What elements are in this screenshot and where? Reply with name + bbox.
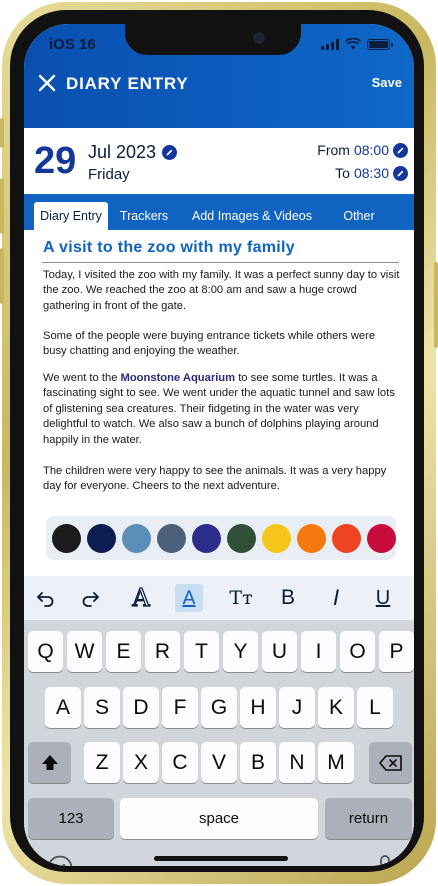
redo-button[interactable] bbox=[77, 584, 105, 612]
to-label: To bbox=[335, 165, 350, 181]
redo-icon bbox=[80, 587, 102, 609]
front-camera bbox=[253, 32, 265, 44]
key-o[interactable]: O bbox=[340, 631, 375, 672]
color-swatch[interactable] bbox=[332, 524, 361, 553]
key-q[interactable]: Q bbox=[28, 631, 63, 672]
key-p[interactable]: P bbox=[379, 631, 414, 672]
bold-button[interactable] bbox=[274, 584, 302, 612]
entry-paragraph-3[interactable] bbox=[43, 371, 401, 448]
key-v[interactable]: V bbox=[201, 742, 237, 783]
page-title: DIARY ENTRY bbox=[66, 74, 189, 93]
keyboard bbox=[24, 620, 414, 866]
entry-paragraph-1[interactable]: Today, I visited the zoo with my family. It was a perfect sunny day to visit the zoo. We reached the zoo at 8:00 am and saw a huge crowd gathering in front of the gate. bbox=[43, 269, 400, 312]
key-l[interactable]: L bbox=[357, 687, 393, 728]
emoji-icon bbox=[46, 854, 74, 866]
edit-date-icon[interactable] bbox=[162, 145, 177, 160]
backspace-key[interactable] bbox=[369, 742, 412, 783]
text-size-button[interactable] bbox=[227, 584, 255, 612]
key-s[interactable]: S bbox=[84, 687, 120, 728]
edit-from-time-icon[interactable] bbox=[393, 143, 408, 158]
cellular-signal-icon bbox=[321, 39, 339, 50]
paragraph-3-end: to see some turtles. It was a fascinating sight to see. We went under the aquatic tunnel and saw lots of glistening sea creatures. Their fidgeting in the water was very delightful to watch. We also saw a bunch of dolphins playing around happily in the water. bbox=[43, 372, 395, 446]
backspace-icon bbox=[378, 753, 404, 773]
key-d[interactable]: D bbox=[123, 687, 159, 728]
entry-paragraph-2[interactable]: Some of the people were buying entrance tickets while others were busy chatting and enjoying the weather. bbox=[43, 330, 376, 358]
app-header bbox=[24, 24, 414, 128]
close-icon bbox=[36, 72, 58, 94]
key-t[interactable]: T bbox=[184, 631, 219, 672]
power-button bbox=[434, 262, 438, 348]
volume-up-button bbox=[0, 178, 4, 234]
volume-down-button bbox=[0, 248, 4, 304]
save-button[interactable]: Save bbox=[371, 75, 402, 90]
status-time: iOS 16 bbox=[49, 36, 96, 53]
day-number[interactable]: 29 bbox=[34, 140, 77, 182]
to-time-value: 08:30 bbox=[353, 165, 389, 181]
from-time[interactable] bbox=[317, 142, 408, 158]
color-swatch[interactable] bbox=[87, 524, 116, 553]
formatting-toolbar bbox=[24, 576, 414, 620]
tab-diary-entry[interactable]: Diary Entry bbox=[34, 202, 108, 230]
key-r[interactable]: R bbox=[145, 631, 180, 672]
key-n[interactable]: N bbox=[279, 742, 315, 783]
notch bbox=[125, 24, 301, 55]
key-c[interactable]: C bbox=[162, 742, 198, 783]
font-style-button[interactable] bbox=[127, 584, 155, 612]
color-swatch[interactable] bbox=[227, 524, 256, 553]
undo-button[interactable] bbox=[31, 584, 59, 612]
key-i[interactable]: I bbox=[301, 631, 336, 672]
shift-key[interactable] bbox=[28, 742, 71, 783]
battery-icon bbox=[367, 39, 390, 50]
tab-bar bbox=[24, 194, 414, 230]
key-k[interactable]: K bbox=[318, 687, 354, 728]
underline-button[interactable] bbox=[369, 584, 397, 612]
dictation-button[interactable] bbox=[375, 854, 395, 866]
tab-trackers[interactable]: Trackers bbox=[119, 209, 169, 223]
key-e[interactable]: E bbox=[106, 631, 141, 672]
key-a[interactable]: A bbox=[45, 687, 81, 728]
font-outline-icon: A bbox=[132, 584, 150, 612]
from-time-value: 08:00 bbox=[353, 142, 389, 158]
undo-icon bbox=[34, 587, 56, 609]
status-icons bbox=[321, 38, 390, 50]
key-z[interactable]: Z bbox=[84, 742, 120, 783]
key-y[interactable]: Y bbox=[223, 631, 258, 672]
key-w[interactable]: W bbox=[67, 631, 102, 672]
underline-icon: U bbox=[375, 586, 391, 609]
shift-icon bbox=[40, 753, 60, 773]
emoji-button[interactable] bbox=[46, 854, 74, 866]
month-year[interactable] bbox=[88, 142, 177, 163]
tab-add-images-videos[interactable]: Add Images & Videos bbox=[192, 209, 312, 223]
from-label: From bbox=[317, 142, 350, 158]
edit-to-time-icon[interactable] bbox=[393, 166, 408, 181]
color-swatch[interactable] bbox=[52, 524, 81, 553]
italic-icon: I bbox=[332, 585, 340, 610]
color-swatch[interactable] bbox=[297, 524, 326, 553]
microphone-icon bbox=[375, 854, 395, 866]
italic-button[interactable] bbox=[322, 584, 350, 612]
month-year-label: Jul 2023 bbox=[88, 142, 157, 162]
silent-switch bbox=[0, 118, 4, 148]
space-key[interactable]: space bbox=[120, 798, 318, 839]
color-swatch[interactable] bbox=[367, 524, 396, 553]
key-u[interactable]: U bbox=[262, 631, 297, 672]
weekday: Friday bbox=[88, 166, 130, 183]
wifi-icon bbox=[345, 38, 361, 50]
key-m[interactable]: M bbox=[318, 742, 354, 783]
color-swatch[interactable] bbox=[192, 524, 221, 553]
color-swatch[interactable] bbox=[122, 524, 151, 553]
tab-other[interactable]: Other bbox=[343, 209, 375, 223]
entry-title[interactable]: A visit to the zoo with my family bbox=[43, 239, 296, 256]
to-time[interactable] bbox=[335, 165, 408, 181]
font-highlight-icon: A bbox=[182, 587, 196, 609]
key-j[interactable]: J bbox=[279, 687, 315, 728]
key-b[interactable]: B bbox=[240, 742, 276, 783]
key-x[interactable]: X bbox=[123, 742, 159, 783]
home-indicator[interactable] bbox=[154, 856, 288, 861]
key-f[interactable]: F bbox=[162, 687, 198, 728]
return-key[interactable]: return bbox=[325, 798, 412, 839]
color-palette bbox=[46, 516, 396, 560]
entry-paragraph-4[interactable]: The children were very happy to see the animals. It was a very happy day for everyone. Cheers to the next adventure. bbox=[43, 465, 387, 493]
close-button[interactable] bbox=[36, 72, 58, 94]
color-swatch[interactable] bbox=[157, 524, 186, 553]
color-swatch[interactable] bbox=[262, 524, 291, 553]
numbers-key[interactable]: 123 bbox=[28, 798, 114, 839]
screen bbox=[24, 24, 414, 866]
text-highlight-button[interactable] bbox=[175, 584, 203, 612]
title-divider bbox=[42, 262, 399, 263]
text-size-icon: Tт bbox=[229, 587, 253, 609]
key-g[interactable]: G bbox=[201, 687, 237, 728]
key-h[interactable]: H bbox=[240, 687, 276, 728]
moonstone-aquarium-link[interactable]: Moonstone Aquarium bbox=[120, 372, 236, 384]
paragraph-3-start: We went to the bbox=[43, 372, 121, 384]
date-row bbox=[24, 128, 414, 194]
bold-icon: B bbox=[280, 586, 295, 609]
